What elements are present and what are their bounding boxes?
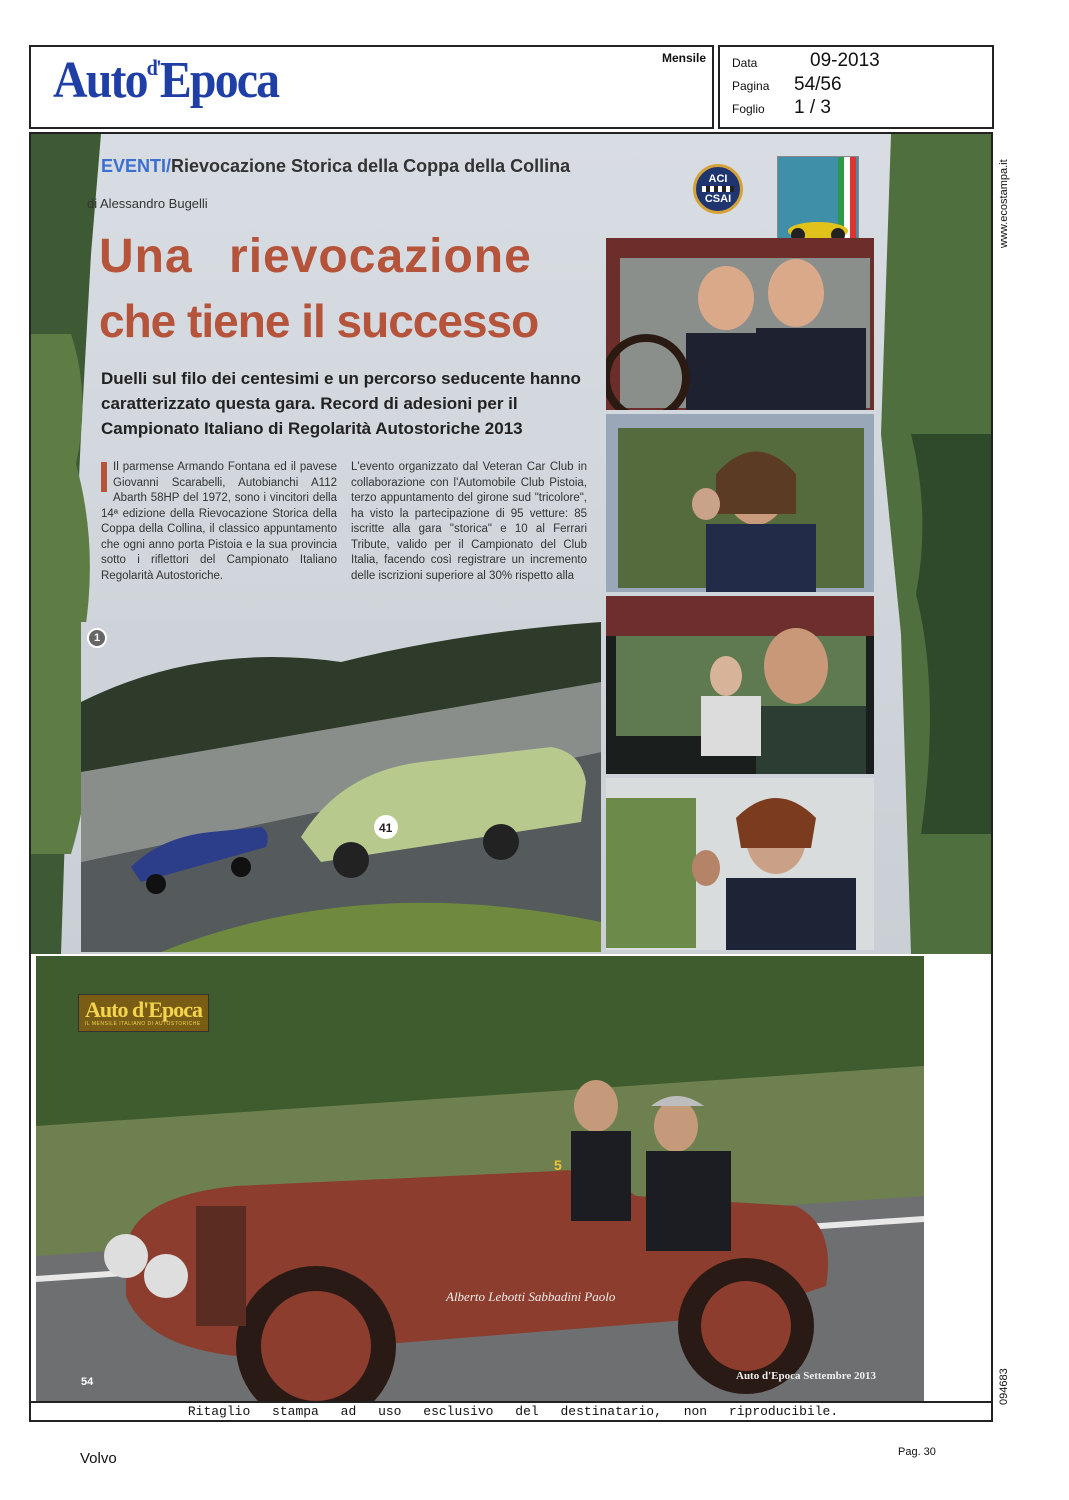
website-vertical: www.ecostampa.it: [998, 159, 1010, 248]
car-driver-names: Alberto Lebotti Sabbadini Paolo: [446, 1289, 616, 1304]
meta-box: [718, 45, 994, 129]
article-clipping: [29, 132, 993, 1422]
photo-drivers-4: [606, 778, 874, 950]
magazine-mini-logo: Auto d'Epoca IL MENSILE ITALIANO DI AUTOSTORICHE: [78, 994, 209, 1032]
headline-line1: Una rievocazione: [99, 230, 532, 283]
frequency-label: Mensile: [661, 51, 706, 65]
article-deck: Duelli sul filo dei centesimi e un percorso seducente hanno caratterizzato questa gara. Record di adesioni per il Campionato Italiano di Regolarità Autostoriche 2013: [101, 369, 581, 438]
clipping-notice: Ritaglio stampa ad uso esclusivo del destinatario, non riproducibile.: [31, 1401, 993, 1421]
car-number-41: 41: [379, 821, 393, 835]
magazine-logo: Auto$^{d'}$Epoca: [53, 52, 279, 109]
page-value: 54/56: [794, 74, 842, 95]
kicker-title: Rievocazione Storica della Coppa della Collina: [171, 156, 571, 176]
sheet-value: 1 / 3: [794, 97, 831, 118]
byline: di Alessandro Bugelli: [87, 196, 208, 211]
page-label: Pagina: [732, 79, 770, 93]
code-vertical: 094683: [998, 1368, 1010, 1405]
headline-line2: che tiene il successo: [99, 295, 539, 347]
magazine-page-number: 54: [81, 1376, 94, 1388]
sheet-label: Foglio: [732, 102, 765, 116]
car-number-5: 5: [554, 1157, 562, 1173]
masthead-box: [29, 45, 714, 129]
client-name: Volvo: [80, 1450, 117, 1467]
photo-race-cars: [81, 622, 601, 952]
photo-number-badge: 1: [87, 628, 107, 648]
body-column-1: Il parmense Armando Fontana ed il pavese Giovanni Scarabelli, Autobianchi A112 Abarth 58HP del 1972, sono i vincitori della 14ª edizione della Rievocazione Storica della Coppa della Collina, il classico appuntamento che ogni anno porta Pistoia e la sua provincia sotto i riflettori del Campionato Italiano Regolarità Autostoriche.: [101, 461, 337, 582]
date-value: 09-2013: [810, 50, 880, 71]
kicker-section: EVENTI/: [101, 156, 172, 176]
body-column-2: L'evento organizzato dal Veteran Car Club in collaborazione con l'Automobile Club Pistoia, terzo appuntamento del girone sud "tricolore", ha visto la partecipazione di 95 vetture: 85 iscritte alla gara "storica" e 10 al Ferrari Tribute, valido per il Campionato del Club Italia, facendo così registrare un incremento delle iscrizioni superiore al 30% rispetto alla: [351, 461, 587, 582]
photo-drivers-2: [606, 414, 874, 592]
page-indicator: Pag. 30: [898, 1446, 936, 1458]
aci-csai-logo: ACI CSAI: [693, 164, 743, 214]
section-kicker: [101, 156, 570, 177]
dropcap-bar: [101, 462, 107, 492]
coppa-collina-logo: [777, 156, 859, 244]
magazine-footer: Auto d'Epoca Settembre 2013: [736, 1370, 877, 1382]
photo-drivers-1: [606, 238, 874, 410]
date-label: Data: [732, 56, 758, 70]
photo-drivers-3: [606, 596, 874, 774]
